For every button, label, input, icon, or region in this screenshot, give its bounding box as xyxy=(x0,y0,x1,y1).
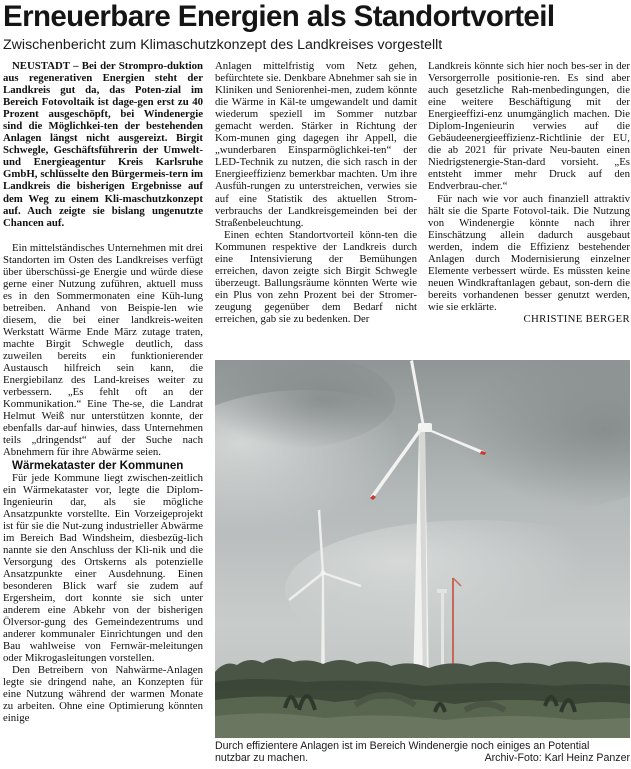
headline: Erneuerbare Energien als Standortvorteil xyxy=(3,0,555,33)
body-paragraph: Anlagen mittelfristig vom Netz gehen, befürchtete sie. Denkbare Abnehmer sah sie in Kliniken und Seniorenhei-men, zudem könnte die Wärme in Käl-te umgewandelt und damit wiederum speziell im Sommer nutzbar gemacht werden. Stärker in Richtung der Kom-munen ging dagegen ihr Appell, die „wunderbaren Einsparmöglichkei-ten“ der LED-Technik zu nutzen, die sich rasch in der Energieeffizienz bemerkbar machten. Um ihre Ausfüh-rungen zu unterstreichen, verwies sie auf eine Statistik des aktuellen Strom-verbrauchs der Landkreisgemeinden bei der Straßenbeleuchtung. xyxy=(215,60,417,229)
column-2 xyxy=(215,60,417,325)
caption-line-1: Durch effizientere Anlagen ist im Bereich Windenergie noch einiges an Potential xyxy=(215,740,590,752)
lead-paragraph: NEUSTADT – Bei der Strompro-duktion aus regenerativen Energien steht der Landkreis gut da, das Poten-zial im Bereich Fotovoltaik ist dage-gen erst zu 40 Prozent ausgeschöpft, bei Windenergie sind die Möglichkei-ten der bestehenden Anlagen längst nicht ausgereizt. Birgit Schwegle, Geschäftsführerin der Umwelt- und Energieagentur Kreis Karlsruhe GmbH, schlüsselte den Bürgermeis-tern im Landkreis die bisherigen Ergebnisse auf dem Weg zu einem Kli-maschutzkonzept auf. Auch zeigte sie bislang ungenutzte Chancen auf. xyxy=(3,60,203,229)
body-paragraph: Einen echten Standortvorteil könn-ten die Kommunen respektive der Landkreis durch eine Intensivierung der Bemühungen erreichen, davon zeigte sich Birgit Schwegle überzeugt. Ballungsräume könnten Werte wie ein Plus von zehn Prozent bei der Stromer-zeugung gegenüber dem Bedarf nicht erreichen, gab sie zu bedenken. Der xyxy=(215,228,417,325)
photo-caption xyxy=(215,740,630,764)
body-paragraph: Ein mittelständisches Unternehmen mit drei Standorten im Osten des Landkreises verfügt über überschüssi-ge Energie und würde diese gerne einer Nutzung zuführen, aktuell muss es in den Sommermonaten eine Küh-lung betreiben. Anhand von Beispie-len wie diesem, die bei einer landkreis-weiten Werkstatt Wärme Ende März zutage traten, machte Birgit Schwegle deutlich, dass zuweilen bereits ein funktionierender Austausch hilfreich sein kann, die Energiebilanz des Land-kreises weiter zu verbessern. „Es fehlt oft an der Kommunikation.“ Eine The-se, die Landrat Helmut Weiß nur unterstützen konnte, der ebenfalls dar-auf hinwies, dass Unternehmen teils „dringendst“ auf der Suche nach Abnehmern für ihre Abwärme seien. xyxy=(3,241,203,459)
crosshead: Wärmekataster der Kommunen xyxy=(12,458,184,472)
caption-line-2: nutzbar zu machen. xyxy=(215,752,309,764)
body-paragraph: Landkreis könnte sich hier noch bes-ser in der Versorgerrolle positionie-ren. Es sind aber auch gesetzliche Rah-menbedingungen, die eine weitere Beschäftigung mit der Energieeffizi-enz unumgänglich machen. Die Diplom-Ingenieurin verwies auf die Gebäudeenergieeffizienz-Richtlinie der EU, die ab 2021 für private Neu-bauten einen Niedrigstenergie-Stan-dard vorsieht. „Es entsteht immer mehr Druck auf den Endverbrau-cher.“ xyxy=(428,60,630,193)
subheadline: Zwischenbericht zum Klimaschutzkonzept des Landkreises vorgestellt xyxy=(3,37,443,53)
photo-credit: Archiv-Foto: Karl Heinz Panzer xyxy=(484,752,630,764)
body-paragraph: Für nach wie vor auch finanziell attraktiv hält sie die Sparte Fotovol-taik. Die Nutzung von Windenergie könnte nach ihrer Einschätzung allein dadurch ausgebaut werden, indem die Effizienz bestehender Anlagen durch Modernisierung einzelner Elemente verbessert würde. Es müssten keine neuen Windkraftanlagen gebaut, son-dern die bereits vorhandenen besser genutzt werden, wie sie erklärte. xyxy=(428,192,630,313)
body-paragraph: Den Betreibern von Nahwärme-Anlagen legte sie dringend nahe, an Konzepten für eine Nutzung während der warmen Monate zu arbeiten. Ohne eine Optimierung könnten einige xyxy=(3,664,203,725)
wind-turbine-illustration xyxy=(215,360,630,738)
column-3 xyxy=(428,60,630,325)
body-paragraph: Für jede Kommune liegt zwischen-zeitlich ein Wärmekataster vor, legte die Diplom-Ingenieurin dar, als sie mögliche Ansatzpunkte vorstellte. Ein Vorzeigeprojekt ist für sie die Nut-zung industrieller Abwärme im Bereich Bad Windsheim, diesbezüg-lich nannte sie den Anschluss der Kli-nik und die Versorgung des Ortskerns als potenzielle Ansatzpunkte einer Ausdehnung. Einen besonderen Blick warf sie zudem auf Ergersheim, dort konnte sie sich unter anderem eine Abkehr von der bisherigen Ölversor-gung des Gemeindezentrums und anderer kommunaler Einrichtungen und den Bau wahlweise von Fernwär-meleitungen oder Mikrogasleitungen vorstellen. xyxy=(3,471,203,665)
column-1 xyxy=(3,60,203,724)
wind-turbine-photo xyxy=(215,360,630,738)
author-byline: CHRISTINE BERGER xyxy=(523,312,630,325)
